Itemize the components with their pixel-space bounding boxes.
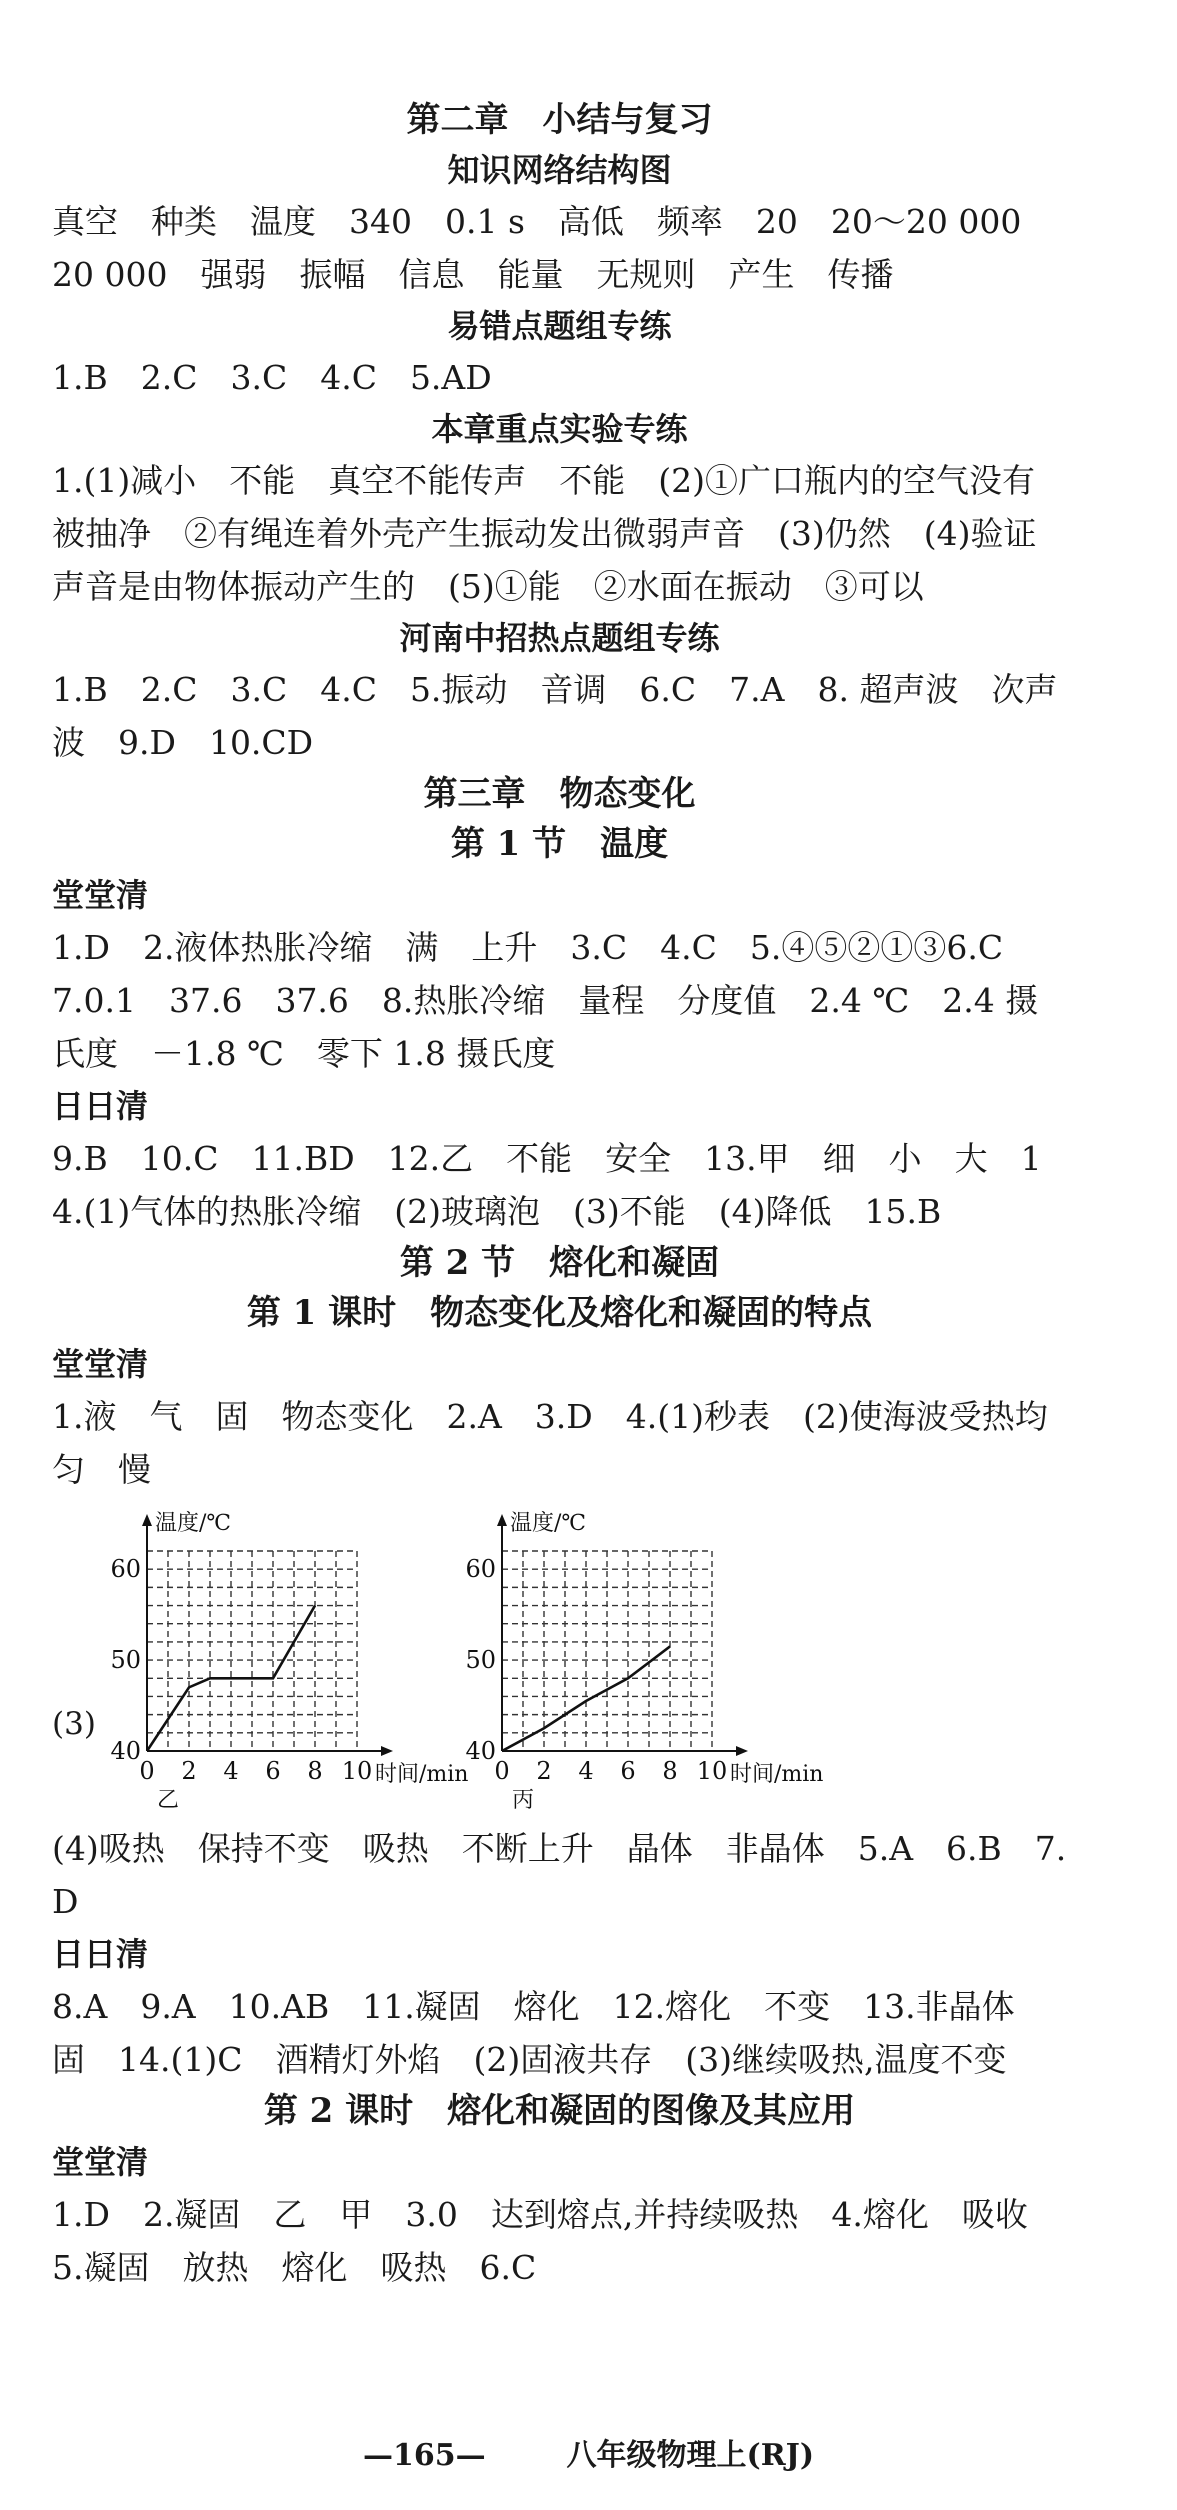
x-axis-arrow xyxy=(736,1746,748,1756)
chart-caption: 乙 xyxy=(156,1788,180,1813)
x-tick-label: 4 xyxy=(578,1757,594,1785)
chart-prefix: (3) xyxy=(52,1706,96,1742)
charts-row xyxy=(52,1506,1067,1816)
y-tick-label: 40 xyxy=(465,1737,496,1765)
section-subtitle: 本章重点实验专练 xyxy=(431,410,688,448)
answer-paragraph: 8.A 9.A 10.AB 11.凝固 熔化 12.熔化 不变 13.非晶体 固 14.(1)C 酒精灯外焰 (2)固液共存 (3)继续吸热,温度不变 xyxy=(52,1987,1048,2079)
section-title: 第 2 节 熔化和凝固 xyxy=(399,1243,720,1283)
y-tick-label: 60 xyxy=(465,1555,496,1584)
x-axis-arrow xyxy=(381,1746,393,1756)
answer-paragraph: 真空 种类 温度 340 0.1 s 高低 频率 20 20～20 000 20 000 强弱 振幅 信息 能量 无规则 产生 传播 xyxy=(52,202,1055,294)
section-title: 第 1 课时 物态变化及熔化和凝固的特点 xyxy=(246,1293,873,1333)
chart-0 xyxy=(92,1506,469,1813)
chart-caption: 丙 xyxy=(511,1788,535,1813)
x-tick-label: 6 xyxy=(265,1757,281,1785)
answer-paragraph: 1.B 2.C 3.C 4.C 5.振动 音调 6.C 7.A 8. 超声波 次声波 9.D 10.CD xyxy=(52,670,1058,762)
y-axis-label: 温度/℃ xyxy=(155,1511,232,1536)
section-label: 日日清 xyxy=(52,1935,149,1973)
y-tick-label: 50 xyxy=(110,1646,141,1675)
x-tick-label: 8 xyxy=(307,1757,323,1785)
section-title: 第三章 物态变化 xyxy=(423,774,696,814)
x-axis-label: 时间/min xyxy=(375,1762,469,1787)
content xyxy=(52,95,1067,2294)
melting-chart-0 xyxy=(92,1506,469,1813)
footer xyxy=(0,2430,1177,2474)
x-tick-label: 2 xyxy=(181,1757,197,1785)
section-title: 第 2 课时 熔化和凝固的图像及其应用 xyxy=(263,2091,856,2131)
x-tick-label: 0 xyxy=(494,1757,510,1785)
section-label: 堂堂清 xyxy=(52,1345,149,1383)
y-tick-label: 50 xyxy=(465,1646,496,1675)
x-tick-label: 6 xyxy=(620,1757,636,1785)
answer-paragraph: (4)吸热 保持不变 吸热 不断上升 晶体 非晶体 5.A 6.B 7.D xyxy=(52,1829,1067,1921)
answer-paragraph: 1.D 2.凝固 乙 甲 3.0 达到熔点,并持续吸热 4.熔化 吸收 5.凝固 放热 熔化 吸热 6.C xyxy=(52,2195,1061,2287)
x-axis-label: 时间/min xyxy=(730,1762,824,1787)
answer-paragraph: 1.液 气 固 物态变化 2.A 3.D 4.(1)秒表 (2)使海波受热均匀 慢 xyxy=(52,1397,1048,1489)
x-tick-label: 10 xyxy=(341,1757,373,1785)
section-title: 第 1 节 温度 xyxy=(450,824,669,864)
section-subtitle: 易错点题组专练 xyxy=(447,307,672,345)
section-label: 日日清 xyxy=(52,1087,149,1125)
book-title: 八年级物理上(RJ) xyxy=(566,2438,815,2473)
section-title: 第二章 小结与复习 xyxy=(406,100,713,140)
answer-paragraph: 1.D 2.液体热胀冷缩 满 上升 3.C 4.C 5.④⑤②①③6.C 7.0.1 37.6 37.6 8.热胀冷缩 量程 分度值 2.4 ℃ 2.4 摄氏度 －1.8 ℃ 零下 1.8 摄氏度 xyxy=(52,928,1039,1073)
x-tick-label: 4 xyxy=(223,1757,239,1785)
y-tick-label: 60 xyxy=(110,1555,141,1584)
chart-1 xyxy=(447,1506,824,1813)
y-axis-arrow xyxy=(142,1514,152,1526)
section-subtitle: 知识网络结构图 xyxy=(447,151,672,189)
x-tick-label: 2 xyxy=(536,1757,552,1785)
answer-paragraph: 1.B 2.C 3.C 4.C 5.AD xyxy=(52,358,492,397)
answer-paragraph: 9.B 10.C 11.BD 12.乙 不能 安全 13.甲 细 小 大 14.(1)气体的热胀冷缩 (2)玻璃泡 (3)不能 (4)降低 15.B xyxy=(52,1139,1042,1231)
section-label: 堂堂清 xyxy=(52,2143,149,2181)
x-tick-label: 0 xyxy=(139,1757,155,1785)
melting-chart-1 xyxy=(447,1506,824,1813)
y-axis-label: 温度/℃ xyxy=(510,1511,587,1536)
x-tick-label: 10 xyxy=(696,1757,728,1785)
y-axis-arrow xyxy=(497,1514,507,1526)
x-tick-label: 8 xyxy=(662,1757,678,1785)
section-subtitle: 河南中招热点题组专练 xyxy=(399,619,720,657)
answer-paragraph: 1.(1)减小 不能 真空不能传声 不能 (2)①广口瓶内的空气没有被抽净 ②有绳连着外壳产生振动发出微弱声音 (3)仍然 (4)验证声音是由物体振动产生的 (5)①能 ②水面在振动 ③可以 xyxy=(52,461,1037,606)
y-tick-label: 40 xyxy=(110,1737,141,1765)
page-number: —165— xyxy=(362,2438,486,2473)
section-label: 堂堂清 xyxy=(52,876,149,914)
